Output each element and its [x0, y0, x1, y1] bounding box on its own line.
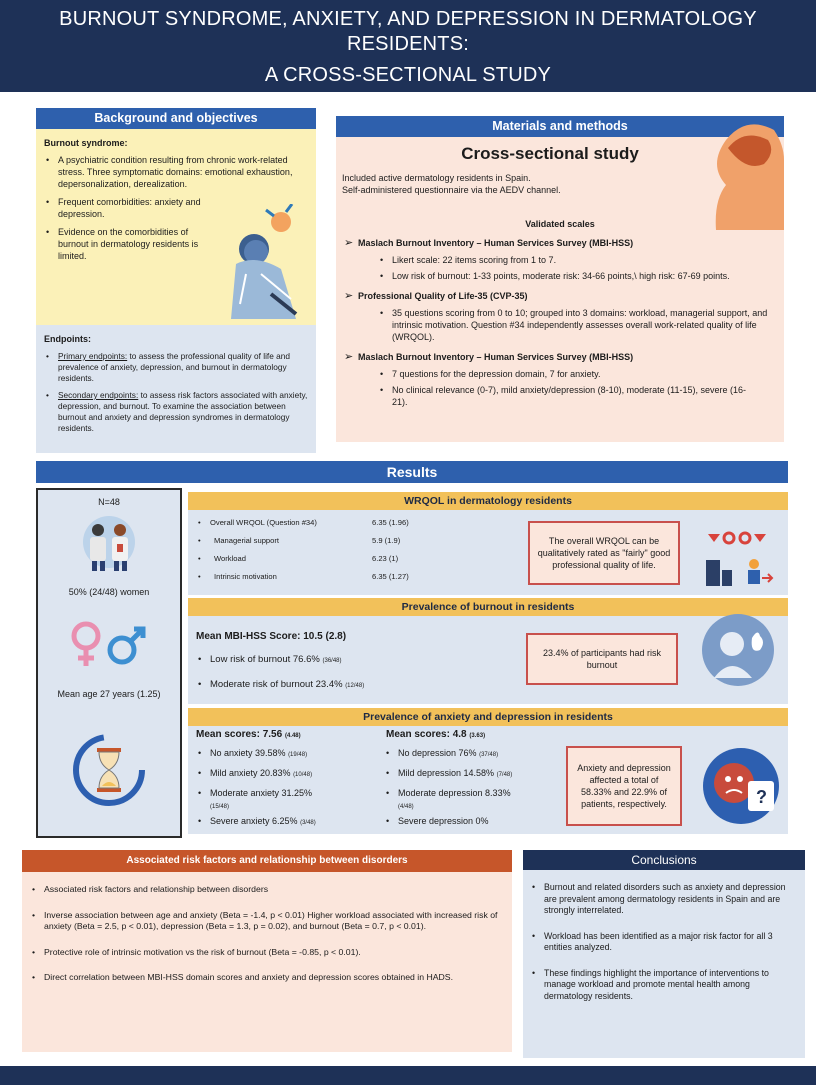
workflow-icon	[698, 518, 776, 590]
methods-desc-1: Included active dermatology residents in Spain.	[342, 173, 531, 183]
burnout-mean: Mean MBI-HSS Score: 10.5 (2.8)	[196, 631, 347, 642]
depression-item-n: (4/48)	[398, 804, 414, 810]
risk-title: Associated risk factors and relationship between disorders	[22, 850, 512, 872]
scale-2-title-text: Professional Quality of Life-35 (CVP-35)	[358, 291, 528, 301]
head-profile-icon	[686, 118, 784, 230]
burnout-low-text: Low risk of burnout 76.6%	[210, 654, 320, 665]
wrqol-table	[198, 518, 528, 590]
conclusions-title: Conclusions	[523, 850, 805, 870]
wrqol-title: WRQOL in dermatology residents	[188, 492, 788, 510]
scale-1-list	[378, 254, 748, 282]
scale-1-title	[344, 237, 780, 249]
wrqol-row-label: Overall WRQOL (Question #34)	[210, 518, 317, 527]
wrqol-row-label: Managerial support	[214, 536, 280, 545]
anxiety-item-text: No anxiety 39.58%	[210, 748, 286, 758]
n-total: N=48	[98, 497, 120, 507]
scales-heading: Validated scales	[525, 219, 595, 229]
risk-list	[30, 884, 500, 984]
title-line-1: BURNOUT SYNDROME, ANXIETY, AND DEPRESSION IN DERMATOLOGY	[59, 8, 757, 30]
burnout-moderate-text: Moderate risk of burnout 23.4%	[210, 679, 343, 690]
endpoints-heading: Endpoints:	[44, 334, 91, 344]
scale-2-bullet: • 35 questions scoring from 0 to 10; grouped into 3 domains: workload, managerial support, and intrinsic motivation. Question #34 independently assesses overall work-related quality of life (WRQOL).	[378, 307, 778, 343]
methods-desc-2: Self-administered questionnaire via the AEDV channel.	[342, 185, 561, 195]
burnout-heading: Burnout syndrome:	[44, 138, 128, 148]
secondary-label: Secondary endpoints:	[58, 390, 139, 400]
risk-bullet: • Protective role of intrinsic motivation vs the risk of burnout (Beta = -0.85, p < 0.01).	[30, 947, 500, 959]
scale-1-bullet: • Low risk of burnout: 1-33 points, moderate risk: 34-66 points,\ high risk: 67-69 points.	[378, 270, 748, 282]
secondary-endpoint	[44, 390, 308, 434]
burnout-panel	[36, 129, 316, 325]
title-line-3: A CROSS-SECTIONAL STUDY	[264, 64, 552, 86]
scale-3-bullet: • No clinical relevance (0-7), mild anxiety/depression (8-10), moderate (11-15), severe (16-21).	[378, 384, 758, 408]
wrqol-row-value: 6.23 (1)	[372, 554, 399, 563]
risk-bullet: • Inverse association between age and anxiety (Beta = -1.4, p < 0.01) Higher workload associated with increased risk of anxiety (Beta = 2.5, p < 0.01), depression (Beta = 1.3, p = 0.02), and burnout (Beta = 0.7, p < 0.01).	[30, 910, 500, 933]
anxiety-item-n: (19/48)	[288, 752, 308, 758]
dep-mean-text: Mean scores: 4.8	[386, 729, 467, 740]
burnout-callout: 23.4% of participants had risk burnout	[526, 633, 678, 685]
mean-age: Mean age 27 years (1.25)	[57, 689, 161, 699]
scales-block	[344, 237, 780, 408]
wrqol-row-label: Intrinsic motivation	[214, 572, 277, 581]
depression-item-text: Severe depression 0%	[398, 816, 489, 826]
conclusions-list	[530, 882, 798, 1002]
risk-bullet: • Direct correlation between MBI-HSS domain scores and anxiety and depression scores obtained in HADS.	[30, 972, 500, 984]
anx-mean-text: Mean scores: 7.56	[196, 729, 283, 740]
results-title: Results	[36, 461, 788, 483]
scale-2-title	[344, 290, 780, 302]
methods-desc	[342, 172, 672, 196]
depression-list	[384, 747, 560, 827]
anxiety-item	[196, 815, 372, 829]
residents-group-icon	[74, 514, 144, 574]
endpoints-panel	[36, 325, 316, 453]
wrqol-row-value: 5.9 (1.9)	[372, 536, 401, 545]
poster-header	[0, 0, 816, 92]
burnout-bullet: • Frequent comorbidities: anxiety and depression.	[44, 196, 208, 220]
wrqol-row: • Managerial support 5.9 (1.9)	[198, 536, 528, 554]
burnout-bullet: • Evidence on the comorbidities of burnout in dermatology residents is limited.	[44, 226, 208, 262]
anxiety-item	[196, 787, 372, 815]
dep-mean	[386, 729, 485, 740]
secondary-text: to assess risk factors associated with anxiety, depression, and burnout. To examine the association between burnout and anxiety and depression syndromes in dermatology residents.	[58, 390, 308, 433]
burnout-moderate-n: (12/48)	[345, 683, 365, 689]
risk-bullet: • Associated risk factors and relationship between disorders	[30, 884, 500, 896]
primary-label: Primary endpoints:	[58, 351, 128, 361]
depression-item	[384, 747, 560, 767]
primary-endpoint	[44, 351, 308, 384]
anxiety-item-text: Moderate anxiety 31.25%	[210, 788, 313, 798]
anxiety-item-n: (3/48)	[300, 820, 316, 826]
wrqol-row-label: Workload	[214, 554, 246, 563]
depression-item-text: No depression 76%	[398, 748, 477, 758]
gender-symbols-icon	[64, 620, 154, 670]
scale-1-bullet: • Likert scale: 22 items scoring from 1 to 7.	[378, 254, 748, 266]
anxiety-item-text: Severe anxiety 6.25%	[210, 816, 298, 826]
burnout-bullet: • A psychiatric condition resulting from chronic work-related stress. Three symptomatic domains: emotional exhaustion, depersonalization, derealization.	[44, 154, 308, 190]
arrow-icon: ➢	[344, 290, 354, 302]
burnout-moderate	[196, 678, 516, 693]
burnout-results-title: Prevalence of burnout in residents	[188, 598, 788, 616]
wrqol-callout: The overall WRQOL can be qualitatively rated as "fairly" good professional quality of life.	[528, 521, 680, 585]
conclusion-bullet: • Burnout and related disorders such as anxiety and depression are prevalent among dermatology residents in Spain and are strongly interrelated.	[530, 882, 798, 917]
burnout-low-n: (36/48)	[322, 658, 342, 664]
wrqol-row-value: 6.35 (1.96)	[372, 518, 409, 527]
conclusion-bullet: • These findings highlight the importance of interventions to manage workload and promote mental health among dermatology residents.	[530, 968, 798, 1003]
wrqol-row: • Intrinsic motivation 6.35 (1.27)	[198, 572, 528, 590]
svg-text:?: ?	[756, 787, 767, 807]
conclusion-bullet: • Workload has been identified as a major risk factor for all 3 entities analyzed.	[530, 931, 798, 954]
anxiety-item	[196, 747, 372, 767]
endpoints-list	[44, 351, 308, 434]
depression-item	[384, 787, 560, 815]
demographics-panel	[36, 488, 182, 838]
depression-item	[384, 767, 560, 787]
anxdep-callout: Anxiety and depression affected a total of 58.33% and 22.9% of patients, respectively.	[566, 746, 682, 826]
scale-2-list	[378, 307, 778, 343]
anx-mean-sd: (4.48)	[284, 733, 301, 739]
methods-title: Materials and methods	[336, 116, 784, 137]
anxiety-item	[196, 767, 372, 787]
women-pct: 50% (24/48) women	[68, 587, 150, 597]
mental-health-icon	[700, 745, 782, 827]
study-type: Cross-sectional study	[461, 144, 639, 163]
anxiety-item-n: (15/48)	[210, 804, 230, 810]
wrqol-row-value: 6.35 (1.27)	[372, 572, 409, 581]
anxiety-list	[196, 747, 372, 829]
burnout-person-icon	[700, 612, 776, 688]
scale-3-list	[378, 368, 758, 408]
scale-3-bullet: • 7 questions for the depression domain, 7 for anxiety.	[378, 368, 758, 380]
depression-item-n: (7/48)	[496, 772, 513, 778]
arrow-icon: ➢	[344, 237, 354, 249]
depression-item	[384, 815, 560, 827]
dep-mean-sd: (3.63)	[469, 733, 486, 739]
background-title: Background and objectives	[36, 108, 316, 129]
anxiety-item-n: (10/48)	[293, 772, 313, 778]
depression-item-n: (37/48)	[479, 752, 499, 758]
anx-mean	[196, 729, 301, 740]
arrow-icon: ➢	[344, 351, 354, 363]
burnout-list	[196, 653, 516, 693]
wrqol-row: • Overall WRQOL (Question #34) 6.35 (1.96)	[198, 518, 528, 536]
burnout-low	[196, 653, 516, 668]
scale-3-title-text: Maslach Burnout Inventory – Human Services Survey (MBI-HSS)	[358, 352, 634, 362]
title-line-2: RESIDENTS:	[346, 33, 470, 55]
wrqol-row: • Workload 6.23 (1)	[198, 554, 528, 572]
person-headache-icon	[216, 204, 316, 324]
anxdep-title: Prevalence of anxiety and depression in residents	[188, 708, 788, 726]
depression-item-text: Moderate depression 8.33%	[398, 788, 511, 798]
scale-3-title	[344, 351, 780, 363]
primary-text: to assess the professional quality of life and prevalence of anxiety, depression, and burnout in dermatology residents.	[58, 351, 290, 383]
hourglass-icon	[69, 730, 149, 810]
anxiety-item-text: Mild anxiety 20.83%	[210, 768, 291, 778]
depression-item-text: Mild depression 14.58%	[398, 768, 495, 778]
poster-footer	[0, 1066, 816, 1085]
scale-1-title-text: Maslach Burnout Inventory – Human Services Survey (MBI-HSS)	[358, 238, 634, 248]
